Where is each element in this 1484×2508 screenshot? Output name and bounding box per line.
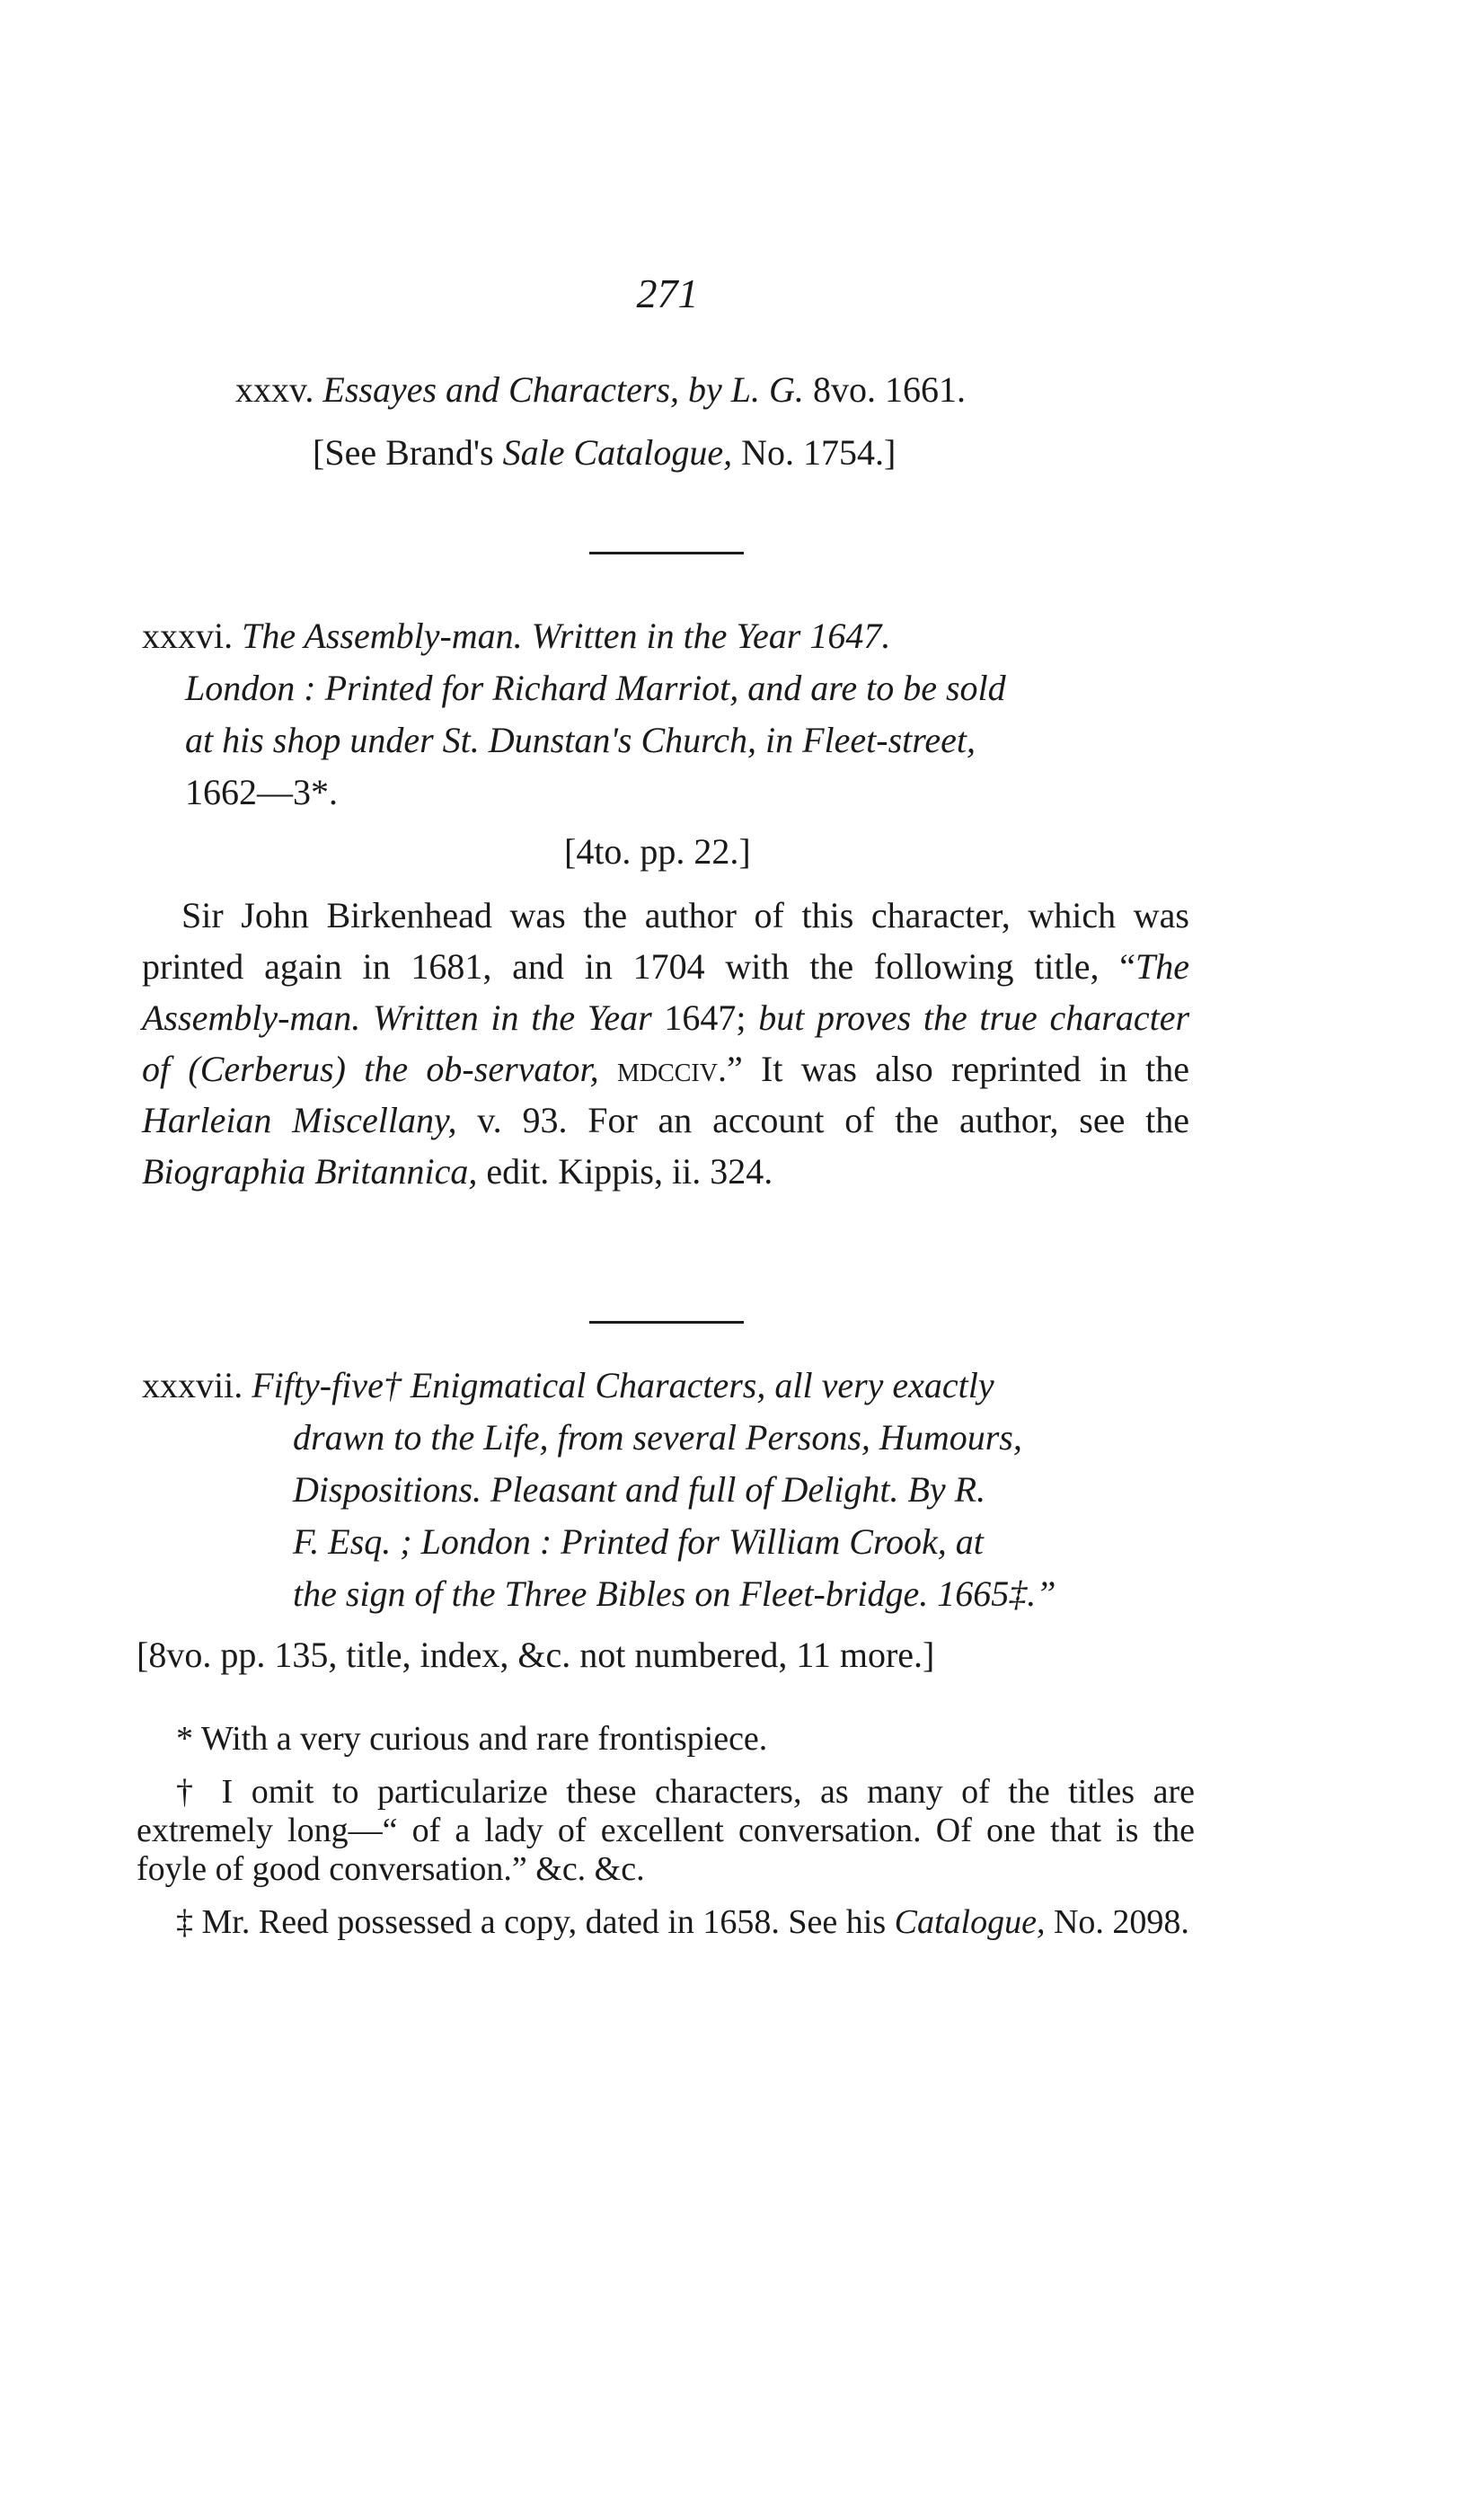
section-divider xyxy=(589,552,744,554)
para-text: Sir John Birkenhead was the author of this character, which was printed again in 1681, and in 1704 with the following title, “ xyxy=(142,895,1189,987)
entry-xxxv-note-italic: Sale Catalogue, xyxy=(502,432,733,473)
footnote-double-dagger-italic: Catalogue, xyxy=(894,1903,1046,1941)
footnote-dagger: † I omit to particularize these characters, as many of the titles are extremely long—“ of a lady of excellent conversation. Of one that is the foyle of good conversation.” &c. &c. xyxy=(137,1773,1195,1888)
para-italic-subtitle: but proves the true character of (Cerberus) the ob-servator, xyxy=(142,997,1190,1089)
entry-xxxv-note-suffix: No. 1754.] xyxy=(741,432,897,473)
footnote-double-dagger xyxy=(137,1903,1195,1942)
entry-xxxv-note-prefix: [See Brand's xyxy=(313,432,494,473)
footnote-star: * With a very curious and rare frontispiece. xyxy=(176,1720,768,1758)
para-italic-title: The Assembly-man. Written in the Year xyxy=(142,946,1189,1038)
entry-xxxv-heading xyxy=(235,369,966,410)
entry-xxxvi-title-line: London : Printed for Richard Marriot, and are to be sold xyxy=(185,668,1006,708)
entry-xxxvii-title-line: Fifty-five† Enigmatical Characters, all very exactly xyxy=(252,1365,994,1405)
entry-xxxvii-title-line: the sign of the Three Bibles on Fleet-bridge. 1665‡.” xyxy=(293,1573,1056,1614)
entry-xxxvii-numeral: xxxvii. xyxy=(142,1365,243,1405)
entry-xxxv-title: Essayes and Characters, by L. G. xyxy=(322,369,804,410)
entry-xxxvi-numeral: xxxvi. xyxy=(142,616,234,656)
footnote-double-dagger-text: No. 2098. xyxy=(1045,1903,1189,1941)
entry-xxxvi-title-line: at his shop under St. Dunstan's Church, in Fleet-street, xyxy=(185,720,976,760)
para-italic-biographia: Biographia Britannica, xyxy=(142,1151,478,1192)
para-text: 1647; xyxy=(651,997,759,1038)
para-small-caps-date: mdcciv xyxy=(598,1049,718,1089)
entry-xxxv-note xyxy=(313,432,897,473)
para-italic-harleian: Harleian Miscellany, xyxy=(142,1100,457,1140)
entry-xxxvi-title-line: 1662—3*. xyxy=(185,772,338,812)
entry-xxxvi-title-line: The Assembly-man. Written in the Year 1647. xyxy=(242,616,891,656)
para-text: v. 93. For an account of the author, see the xyxy=(456,1100,1190,1140)
para-text: .” It was also reprinted in the xyxy=(717,1049,1189,1089)
entry-xxxvii-title-line: drawn to the Life, from several Persons, Humours, xyxy=(293,1417,1022,1458)
entry-xxxvii-title-line: Dispositions. Pleasant and full of Delight. By R. xyxy=(293,1469,986,1510)
entry-xxxvii-heading xyxy=(142,1365,994,1405)
footnotes xyxy=(137,1720,1195,1956)
entry-xxxvi-format: [4to. pp. 22.] xyxy=(564,831,751,872)
para-text: edit. Kippis, ii. 324. xyxy=(477,1151,773,1192)
entry-xxxvi-paragraph xyxy=(142,890,1189,1197)
page-number: 271 xyxy=(636,270,699,316)
entry-xxxv-numeral: xxxv. xyxy=(235,369,314,410)
entry-xxxvii-format: [8vo. pp. 135, title, index, &c. not numbered, 11 more.] xyxy=(137,1635,935,1675)
section-divider xyxy=(589,1321,744,1324)
entry-xxxv-format: 8vo. 1661. xyxy=(812,369,966,410)
entry-xxxvi-heading xyxy=(142,618,890,654)
entry-xxxvii-title-line: F. Esq. ; London : Printed for William Crook, at xyxy=(293,1521,984,1562)
footnote-double-dagger-text: ‡ Mr. Reed possessed a copy, dated in 1658. See his xyxy=(176,1903,895,1941)
